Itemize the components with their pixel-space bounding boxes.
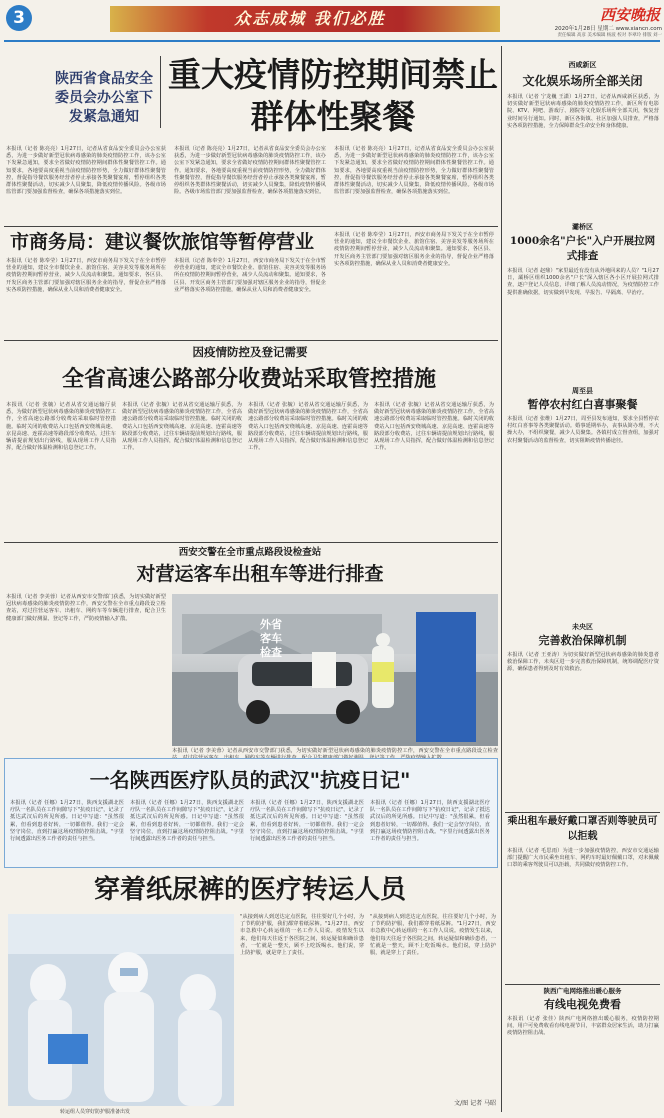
- diaper-byline: 文/图 记者 马昭: [454, 1100, 496, 1107]
- medic-diary-headline: 一名陕西医疗队员的武汉"抗疫日记": [89, 768, 411, 792]
- highway-kicker: 因疫情防控及登记需要: [192, 345, 308, 359]
- diaper-headline: 穿着纸尿裤的医疗转运人员: [93, 875, 406, 905]
- xixian-body: 本报讯（记者 宁龙巍 王潇）1月27日，记者从西咸新区获悉，为切实做好新型冠状病毒感染的肺炎疫情防控工作，新区所有电影院、KTV、网吧、游戏厅、剧院等文化娱乐场所全部关闭，恢复营业时间另行通知。同时，新区各街镇、社区加强人员排查，严格落实各项防控措施，全力保障群众生命安全和身体健康。: [507, 94, 659, 129]
- diaper-body-col1: "从接到病人到送达定点医院，往往要好几个小时，为了节约防护服，我们都穿着纸尿裤。"1月27日，西安市急救中心转运组的一名工作人员说。疫情发生以来，他们每天往返于各医院之间，转运疑似和确诊患者，一忙就是一整天，顾不上吃饭喝水。他们说，穿上防护服，就是穿上了责任。: [240, 914, 364, 957]
- header-divider: [4, 40, 660, 42]
- divider: [4, 542, 498, 543]
- tv-headline: 有线电视免费看: [544, 998, 621, 1011]
- divider: [4, 226, 498, 227]
- medic-diary-body-col4: 本报讯（记者 任娜）1月27日，陕西支援湖北医疗队一名队员在工作间隙写下"抗疫日记"，记录了抵达武汉后的所见所感。日记中写道："虽然很累，但看到患者好转，一切都值得。我们一定会坚守岗位，直到打赢这场疫情防控阻击战。"字里行间透露出医务工作者的责任与担当。: [370, 800, 490, 843]
- tv-body: 本报讯（记者 张佳）陕西广电网络推出暖心服务，疫情防控期间，用户可免费收看有线电视节目，丰富群众居家生活，助力打赢疫情防控阻击战。: [507, 1016, 659, 1037]
- weiyang-body: 本报讯（记者 王亚涛）为切实做好新型冠状病毒感染的肺炎患者救治保障工作，未央区进一步完善救治保障机制，统筹调配医疗资源，确保患者得到及时有效救治。: [507, 652, 659, 673]
- checkpoint-kicker: 西安交警在全市重点路段设检查站: [178, 547, 322, 558]
- baqiao-body: 本报讯（记者 赵鼎）"家里最近有没有从外地回来的人员？"1月27日，灞桥区组织1000余名"户长"深入辖区各小区开展拉网式排查，逐户登记人员信息，详细了解人员流动情况，为疫情防控工作提供准确依据，切实做到早发现、早报告、早隔离、早治疗。: [507, 268, 659, 296]
- epidemic-body-col3: 本报讯（记者 陈亮亮）1月27日，记者从省食品安全委员会办公室获悉，为进一步做好新型冠状病毒感染的肺炎疫情防控工作，该办公室下发紧急通知，要求全省做好疫情防控期间群体性聚餐管控工作。通知要求，各地要高度重视当前疫情防控形势，全力做好群体性聚餐管控，督促指导餐饮服务经营者停止承接各类聚餐宴席，暂停组织各类群体性聚餐活动，切实减少人员聚集，降低疫情传播风险。各级市场监管部门要加强监督检查，确保各项措施落实到位。: [334, 146, 494, 196]
- taxi-headline: 乘出租车最好戴口罩否则等驶员可以拒载: [507, 816, 658, 842]
- epidemic-headline: 重大疫情防控期间禁止群体性聚餐: [168, 55, 498, 136]
- diaper-body-col2: "从接到病人到送达定点医院，往往要好几个小时，为了节约防护服，我们都穿着纸尿裤。"1月27日，西安市急救中心转运组的一名工作人员说。疫情发生以来，他们每天往返于各医院之间，转运疑似和确诊患者，一忙就是一整天，顾不上吃饭喝水。他们说，穿上防护服，就是穿上了责任。: [370, 914, 496, 957]
- divider: [4, 340, 498, 341]
- page-number: 3: [6, 5, 32, 31]
- tv-section: 陕西广电网络推出暖心服务: [543, 987, 622, 995]
- header-banner-text: 众志成城 我们必胜: [234, 9, 386, 28]
- weiyang-section: 未央区: [572, 623, 593, 631]
- brand-logo: 西安晚报: [599, 6, 660, 24]
- checkpoint-body: 本报讯（记者 李美蓉）记者从西安市交警部门获悉，为切实做好新型冠状病毒感染的肺炎疫情防控工作，西安交警在全市重点路段设立检查站，对过往营运客车、出租车、网约车等车辆进行排查，配合卫生健康部门做好测温、登记等工作，严防疫情输入扩散。: [6, 594, 166, 622]
- xixian-headline: 文化娱乐场所全部关闭: [522, 74, 643, 88]
- editors-line: 责任编辑 高彦 美术编辑 杨波 校对 李翠玲 排版 刘一: [557, 33, 662, 38]
- highway-body-col1: 本报讯（记者 张毓）记者从省交通运输厅获悉，为做好新型冠状病毒感染的肺炎疫情防控工作，全省高速公路部分收费站采取临时管控措施。临时关闭的收费站入口包括西安绕城高速、京昆高速、连霍高速等路段部分收费站，过往车辆请提前规划出行路线，服从现场工作人员指挥，配合做好体温检测和信息登记工作。: [6, 402, 116, 452]
- medic-diary-body-col3: 本报讯（记者 任娜）1月27日，陕西支援湖北医疗队一名队员在工作间隙写下"抗疫日记"，记录了抵达武汉后的所见所感。日记中写道："虽然很累，但看到患者好转，一切都值得。我们一定会坚守岗位，直到打赢这场疫情防控阻击战。"字里行间透露出医务工作者的责任与担当。: [250, 800, 364, 843]
- zhouzhi-headline: 暂停农村红白喜事聚餐: [527, 398, 638, 411]
- market-bureau-body-col3: 本报讯（记者 陈奉莹）1月27日，西安市商务局下发关于在全市暂停营业的通知，建议全市餐饮企业、旅馆住宿、美容美发等服务场所在疫情防控期间暂停营业，减少人员流动和聚集。通知要求，各区县、开发区商务主管部门要加强对辖区服务企业的指导，督促企业严格落实各项防控措施，确保从业人员和消费者健康安全。: [334, 232, 494, 267]
- dateline: 2020年1月28日 星期二 www.xiancn.com: [554, 26, 662, 32]
- market-bureau-headline: 市商务局：建议餐饮旅馆等暂停营业: [10, 231, 315, 253]
- baqiao-headline: 1000余名"户长"入户开展拉网式排查: [509, 235, 656, 262]
- diaper-photo-art: [8, 914, 234, 1106]
- column-divider: [501, 46, 502, 1112]
- diaper-photo: [8, 914, 234, 1106]
- diaper-photo-caption: 转运组人员穿好防护服准备出发: [60, 1109, 131, 1115]
- xixian-section: 西咸新区: [568, 61, 597, 69]
- medic-diary-body-col2: 本报讯（记者 任娜）1月27日，陕西支援湖北医疗队一名队员在工作间隙写下"抗疫日记"，记录了抵达武汉后的所见所感。日记中写道："虽然很累，但看到患者好转，一切都值得。我们一定会坚守岗位，直到打赢这场疫情防控阻击战。"字里行间透露出医务工作者的责任与担当。: [130, 800, 244, 843]
- divider: [505, 812, 660, 813]
- checkpoint-headline: 对营运客车出租车等进行排查: [136, 563, 384, 585]
- highway-body-col4: 本报讯（记者 张毓）记者从省交通运输厅获悉，为做好新型冠状病毒感染的肺炎疫情防控工作，全省高速公路部分收费站采取临时管控措施。临时关闭的收费站入口包括西安绕城高速、京昆高速、连霍高速等路段部分收费站，过往车辆请提前规划出行路线，服从现场工作人员指挥，配合做好体温检测和信息登记工作。: [374, 402, 494, 452]
- highway-body-col2: 本报讯（记者 张毓）记者从省交通运输厅获悉，为做好新型冠状病毒感染的肺炎疫情防控工作，全省高速公路部分收费站采取临时管控措施。临时关闭的收费站入口包括西安绕城高速、京昆高速、连霍高速等路段部分收费站，过往车辆请提前规划出行路线，服从现场工作人员指挥，配合做好体温检测和信息登记工作。: [122, 402, 242, 452]
- food-safety-headline: 陕西省食品安全委员会办公室下发紧急通知: [55, 71, 153, 125]
- divider: [160, 56, 161, 128]
- weiyang-headline: 完善救治保障机制: [538, 634, 627, 647]
- highway-headline: 全省高速公路部分收费站采取管控措施: [61, 366, 436, 392]
- checkpoint-sign-text: 外省客车检查: [260, 618, 282, 659]
- taxi-body: 本报讯（记者 毛思雨）为进一步加强疫情防控，西安市交通运输部门提醒广大市民乘坐出租车、网约车时最好佩戴口罩，对未佩戴口罩的乘客驾驶员可以拒载，共同做好疫情防控工作。: [507, 848, 659, 869]
- checkpoint-photo-art: [172, 594, 498, 746]
- epidemic-body-col1: 本报讯（记者 陈亮亮）1月27日，记者从省食品安全委员会办公室获悉，为进一步做好新型冠状病毒感染的肺炎疫情防控工作，该办公室下发紧急通知，要求全省做好疫情防控期间群体性聚餐管控工作。通知要求，各地要高度重视当前疫情防控形势，全力做好群体性聚餐管控，督促指导餐饮服务经营者停止承接各类聚餐宴席，暂停组织各类群体性聚餐活动，切实减少人员聚集，降低疫情传播风险。各级市场监管部门要加强监督检查，确保各项措施落实到位。: [6, 146, 166, 196]
- zhouzhi-body: 本报讯（记者 张维）1月27日，周至县发布通知，要求全县暂停农村红白喜事等各类聚餐活动。婚事延期举办，丧事从简办理，不大操大办，不组织聚餐，减少人员聚集。各镇村成立督查组，加强对农村聚餐活动的监督检查，切实阻断疫情传播途径。: [507, 416, 659, 444]
- epidemic-body-col2: 本报讯（记者 陈亮亮）1月27日，记者从省食品安全委员会办公室获悉，为进一步做好新型冠状病毒感染的肺炎疫情防控工作，该办公室下发紧急通知，要求全省做好疫情防控期间群体性聚餐管控工作。通知要求，各地要高度重视当前疫情防控形势，全力做好群体性聚餐管控，督促指导餐饮服务经营者停止承接各类聚餐宴席，暂停组织各类群体性聚餐活动，切实减少人员聚集，降低疫情传播风险。各级市场监管部门要加强监督检查，确保各项措施落实到位。: [174, 146, 326, 196]
- market-bureau-body-col1: 本报讯（记者 陈奉莹）1月27日，西安市商务局下发关于在全市暂停营业的通知，建议全市餐饮企业、旅馆住宿、美容美发等服务场所在疫情防控期间暂停营业，减少人员流动和聚集。通知要求，各区县、开发区商务主管部门要加强对辖区服务企业的指导，督促企业严格落实各项防控措施，确保从业人员和消费者健康安全。: [6, 258, 166, 293]
- checkpoint-photo: [172, 594, 498, 746]
- highway-body-col3: 本报讯（记者 张毓）记者从省交通运输厅获悉，为做好新型冠状病毒感染的肺炎疫情防控工作，全省高速公路部分收费站采取临时管控措施。临时关闭的收费站入口包括西安绕城高速、京昆高速、连霍高速等路段部分收费站，过往车辆请提前规划出行路线，服从现场工作人员指挥，配合做好体温检测和信息登记工作。: [248, 402, 368, 452]
- checkpoint-body-tail: 本报讯（记者 李美蓉）记者从西安市交警部门获悉，为切实做好新型冠状病毒感染的肺炎疫情防控工作，西安交警在全市重点路段设立检查: [172, 748, 498, 754]
- baqiao-section: 灞桥区: [572, 223, 593, 231]
- medic-diary-body-col1: 本报讯（记者 任娜）1月27日，陕西支援湖北医疗队一名队员在工作间隙写下"抗疫日记"，记录了抵达武汉后的所见所感。日记中写道："虽然很累，但看到患者好转，一切都值得。我们一定会坚守岗位，直到打赢这场疫情防控阻击战。"字里行间透露出医务工作者的责任与担当。: [10, 800, 124, 843]
- zhouzhi-section: 周至县: [572, 387, 593, 395]
- divider: [505, 984, 660, 985]
- market-bureau-body-col2: 本报讯（记者 陈奉莹）1月27日，西安市商务局下发关于在全市暂停营业的通知，建议全市餐饮企业、旅馆住宿、美容美发等服务场所在疫情防控期间暂停营业，减少人员流动和聚集。通知要求，各区县、开发区商务主管部门要加强对辖区服务企业的指导，督促企业严格落实各项防控措施，确保从业人员和消费者健康安全。: [174, 258, 326, 293]
